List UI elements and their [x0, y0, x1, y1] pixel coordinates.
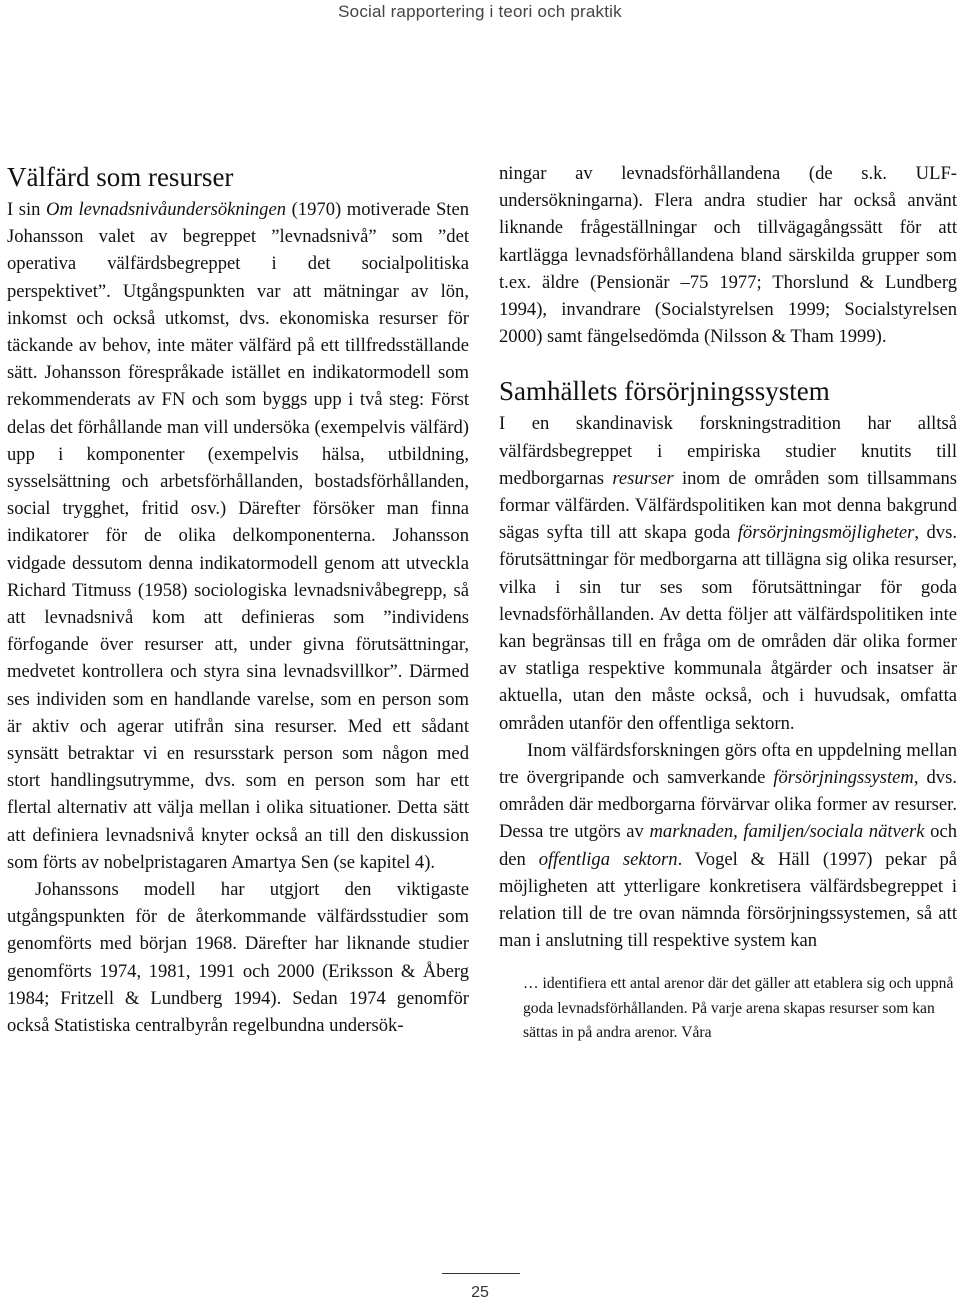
text: , dvs. områden där medborgarna förvärvar olika former av resurser. Dessa tre utgörs av: [499, 767, 957, 843]
text: , dvs. förutsättningar för medborgarna att tillägna sig olika resurser, vilka i sin tur ses som förutsättningar för goda levnadsförhållanden. Av detta följer att välfärdspolitiken inte kan begränsas till en fråga om de områden där olika former av statliga respektive kommunala åtgärder och insatser är aktuella, utan den måste också, och i huvudsak, omfatta områden utanför den offentliga sektorn.: [499, 522, 957, 734]
text: (1970) motiverade Sten Johansson valet av begreppet ”levnadsnivå” som ”det operativa välfärdsbegreppet i det socialpolitiska perspektivet”. Utgångspunkten var att mätningar av lön, inkomst och också utkomst, dvs. ekonomiska resurser för täckande av behov, inte mäter välfärd på ett tillfredsställande sätt. Johansson förespråkade istället en indikatormodell som rekommenderats av FN och som byggs upp i två steg: Först delas det förhållande man vill undersöka (exempelvis välfärd) upp i komponenter (exempelvis hälsa, utbildning, sysselsättning och arbetsförhållanden, bostadsförhållanden, social trygghet, fritid osv.) Därefter försöker man finna indikatorer för de olika delkomponenterna. Johansson vidgade dessutom denna indikatormodell genom att utveckla Richard Titmuss (1958) sociologiska levnadsnivåbegrepp, så att levnadsnivå kom att definieras som ”individens förfogande över resurser att, under givna förutsättningar, medvetet kontrollera och styra sina levnadsvillkor”. Därmed ses individen som en handlande varelse, som en person som är aktiv och agerar utifrån sina resurser. Med ett sådant synsätt betraktar vi en resursstark person som någon med stort handlingsutrymme, dvs. som en person som har ett flertal alternativ att välja mellan i olika situationer. Detta sätt att definiera levnadsnivå knyter också an till den diskussion som förts av nobelpristagaren Amartya Sen (se kapitel 4).: [7, 199, 470, 873]
paragraph: [499, 737, 957, 955]
text: Inom välfärdsforskningen görs ofta en uppdelning mellan tre övergripande och samverkande: [499, 739, 957, 789]
section-heading-valfard-som-resurser: Välfärd som resurser: [7, 162, 234, 192]
running-head: Social rapportering i teori och praktik: [338, 2, 622, 21]
page-number: 25: [471, 1284, 489, 1301]
text: och den: [499, 821, 957, 870]
left-column: [7, 160, 469, 1039]
paragraph: [499, 410, 957, 736]
emphasis: offentliga sektorn: [538, 848, 678, 870]
paragraph: [7, 196, 469, 876]
book-title: Om levnadsnivåundersökningen: [46, 199, 287, 220]
text: inom de områden som tillsammans formar välfärden. Välfärdspolitiken kan mot denna bakgrund sägas syfta till att skapa goda: [499, 467, 957, 544]
paragraph: Johanssons modell har utgjort den viktigaste utgångspunkten för de återkommande välfärdsstudier som genomförts med början 1968. Därefter har liknande studier genomförts 1974, 1981, 1991 och 2000 (Eriksson & Åberg 1984; Fritzell & Lundberg 1994). Sedan 1974 genomför också Statistiska centralbyrån regelbundna undersök-: [7, 879, 469, 1037]
text: I en skandinavisk forskningstradition har alltså välfärdsbegreppet i empiriska studier knutits till medborgarnas: [499, 413, 957, 489]
emphasis: marknaden, familjen/sociala nätverk: [649, 821, 925, 843]
block-quote: … identifiera ett antal arenor där det gäller att etablera sig och uppnå goda levnadsförhållanden. På varje arena skapas resurser som kan sättas in på andra arenor. Våra: [523, 975, 954, 1042]
emphasis: resurser: [612, 467, 674, 489]
text: I sin: [7, 199, 47, 220]
emphasis: försörjningssystem: [773, 767, 914, 789]
text: . Vogel & Häll (1997) pekar på möjligheten att ytterligare konkretisera välfärdsbegreppet i relation till de tre ovan nämnda försörjningssystemen, så att man i anslutning till respektive system kan: [499, 848, 958, 952]
right-column: [499, 160, 957, 1046]
section-heading-samhallets-forsorjningssystem: Samhällets försörjningssystem: [499, 376, 830, 407]
paragraph-continued: ningar av levnadsförhållandena (de s.k. ULF-undersökningarna). Flera andra studier har också använt liknande frågeställningar och tillvägagångssätt för att kartlägga levnadsförhållandena bland särskilda grupper som t.ex. äldre (Pensionär –75 1977; Thorslund & Lundberg 1994), invandrare (Socialstyrelsen 1999; Socialstyrelsen 2000) samt fängelsedömda (Nilsson & Tham 1999).: [499, 163, 957, 348]
footer-rule: [442, 1273, 520, 1274]
emphasis: försörjningsmöjligheter: [737, 522, 915, 544]
